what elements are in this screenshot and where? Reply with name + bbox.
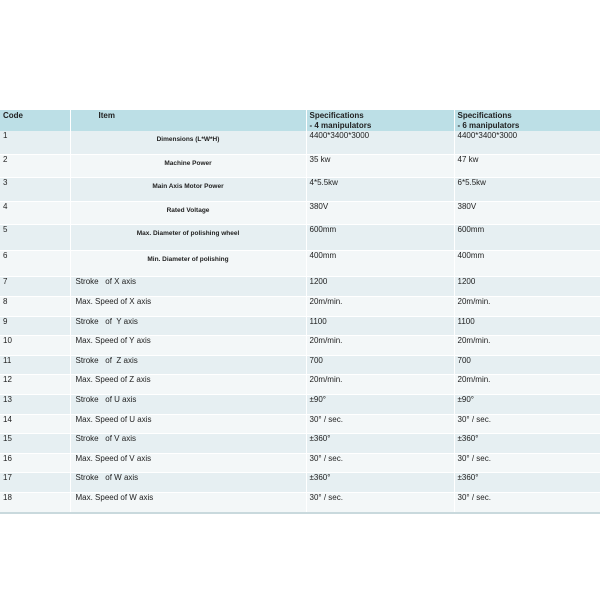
cell-spec-6-manipulators: ±360° — [454, 434, 600, 454]
table-row — [0, 296, 600, 316]
cell-spec-6-manipulators: 47 kw — [454, 154, 600, 178]
cell-spec-4-manipulators: 30° / sec. — [306, 414, 454, 434]
table-row — [0, 414, 600, 434]
cell-item: Max. Speed of X axis — [70, 296, 306, 316]
header-item: Item — [70, 110, 306, 131]
cell-spec-6-manipulators: 6*5.5kw — [454, 178, 600, 202]
table-row — [0, 251, 600, 277]
cell-item: Dimensions (L*W*H) — [70, 131, 306, 154]
cell-spec-6-manipulators: 700 — [454, 355, 600, 375]
cell-code: 15 — [0, 434, 70, 454]
cell-item: Max. Speed of Y axis — [70, 336, 306, 356]
cell-spec-4-manipulators: 1200 — [306, 277, 454, 297]
header-spec-4-manipulators: Specifications - 4 manipulators — [306, 110, 454, 131]
cell-item: Stroke of U axis — [70, 394, 306, 414]
cell-item: Stroke of Y axis — [70, 316, 306, 336]
cell-spec-4-manipulators: 30° / sec. — [306, 492, 454, 512]
table-row — [0, 201, 600, 225]
cell-item: Stroke of Z axis — [70, 355, 306, 375]
cell-spec-4-manipulators: 20m/min. — [306, 296, 454, 316]
cell-code: 1 — [0, 131, 70, 154]
cell-spec-4-manipulators: 35 kw — [306, 154, 454, 178]
cell-item: Max. Diameter of polishing wheel — [70, 225, 306, 251]
table-row — [0, 473, 600, 493]
table-body — [0, 131, 600, 513]
cell-spec-4-manipulators: 4*5.5kw — [306, 178, 454, 202]
cell-item: Rated Voltage — [70, 201, 306, 225]
cell-spec-6-manipulators: 380V — [454, 201, 600, 225]
table-row — [0, 154, 600, 178]
cell-spec-4-manipulators: 380V — [306, 201, 454, 225]
cell-spec-4-manipulators: 400mm — [306, 251, 454, 277]
cell-item: Min. Diameter of polishing — [70, 251, 306, 277]
cell-item: Stroke of V axis — [70, 434, 306, 454]
table-row — [0, 453, 600, 473]
cell-code: 12 — [0, 375, 70, 395]
cell-code: 17 — [0, 473, 70, 493]
cell-spec-4-manipulators: 30° / sec. — [306, 453, 454, 473]
table-row — [0, 355, 600, 375]
cell-spec-4-manipulators: 700 — [306, 355, 454, 375]
cell-item: Max. Speed of U axis — [70, 414, 306, 434]
cell-spec-6-manipulators: ±360° — [454, 473, 600, 493]
cell-spec-6-manipulators: 400mm — [454, 251, 600, 277]
table-row — [0, 375, 600, 395]
cell-code: 7 — [0, 277, 70, 297]
cell-code: 2 — [0, 154, 70, 178]
cell-item: Stroke of W axis — [70, 473, 306, 493]
cell-spec-6-manipulators: 20m/min. — [454, 296, 600, 316]
cell-spec-4-manipulators: ±90° — [306, 394, 454, 414]
cell-spec-4-manipulators: 20m/min. — [306, 336, 454, 356]
header-code: Code — [0, 110, 70, 131]
table-row — [0, 225, 600, 251]
table-row — [0, 316, 600, 336]
cell-code: 4 — [0, 201, 70, 225]
cell-code: 6 — [0, 251, 70, 277]
table-row — [0, 277, 600, 297]
cell-spec-4-manipulators: 4400*3400*3000 — [306, 131, 454, 154]
cell-spec-6-manipulators: 1200 — [454, 277, 600, 297]
table-header-row — [0, 110, 600, 131]
specifications-table — [0, 110, 600, 514]
cell-code: 16 — [0, 453, 70, 473]
table-row — [0, 178, 600, 202]
cell-code: 18 — [0, 492, 70, 512]
cell-spec-6-manipulators: 4400*3400*3000 — [454, 131, 600, 154]
cell-item: Stroke of X axis — [70, 277, 306, 297]
table-row — [0, 131, 600, 154]
cell-code: 5 — [0, 225, 70, 251]
cell-item: Max. Speed of Z axis — [70, 375, 306, 395]
cell-code: 9 — [0, 316, 70, 336]
cell-item: Max. Speed of W axis — [70, 492, 306, 512]
cell-item: Max. Speed of V axis — [70, 453, 306, 473]
cell-spec-6-manipulators: 600mm — [454, 225, 600, 251]
cell-code: 3 — [0, 178, 70, 202]
cell-code: 14 — [0, 414, 70, 434]
cell-spec-4-manipulators: 1100 — [306, 316, 454, 336]
table-row — [0, 434, 600, 454]
cell-spec-6-manipulators: 20m/min. — [454, 375, 600, 395]
cell-spec-6-manipulators: 1100 — [454, 316, 600, 336]
cell-spec-4-manipulators: ±360° — [306, 434, 454, 454]
cell-code: 10 — [0, 336, 70, 356]
cell-spec-6-manipulators: 30° / sec. — [454, 453, 600, 473]
cell-spec-4-manipulators: 20m/min. — [306, 375, 454, 395]
cell-spec-6-manipulators: ±90° — [454, 394, 600, 414]
cell-spec-6-manipulators: 30° / sec. — [454, 414, 600, 434]
cell-spec-4-manipulators: 600mm — [306, 225, 454, 251]
header-spec-6-manipulators: Specifications - 6 manipulators — [454, 110, 600, 131]
table-row — [0, 492, 600, 512]
cell-code: 11 — [0, 355, 70, 375]
table-row — [0, 394, 600, 414]
cell-item: Machine Power — [70, 154, 306, 178]
cell-spec-6-manipulators: 20m/min. — [454, 336, 600, 356]
cell-code: 13 — [0, 394, 70, 414]
cell-spec-6-manipulators: 30° / sec. — [454, 492, 600, 512]
cell-spec-4-manipulators: ±360° — [306, 473, 454, 493]
cell-item: Main Axis Motor Power — [70, 178, 306, 202]
table-row — [0, 336, 600, 356]
cell-code: 8 — [0, 296, 70, 316]
